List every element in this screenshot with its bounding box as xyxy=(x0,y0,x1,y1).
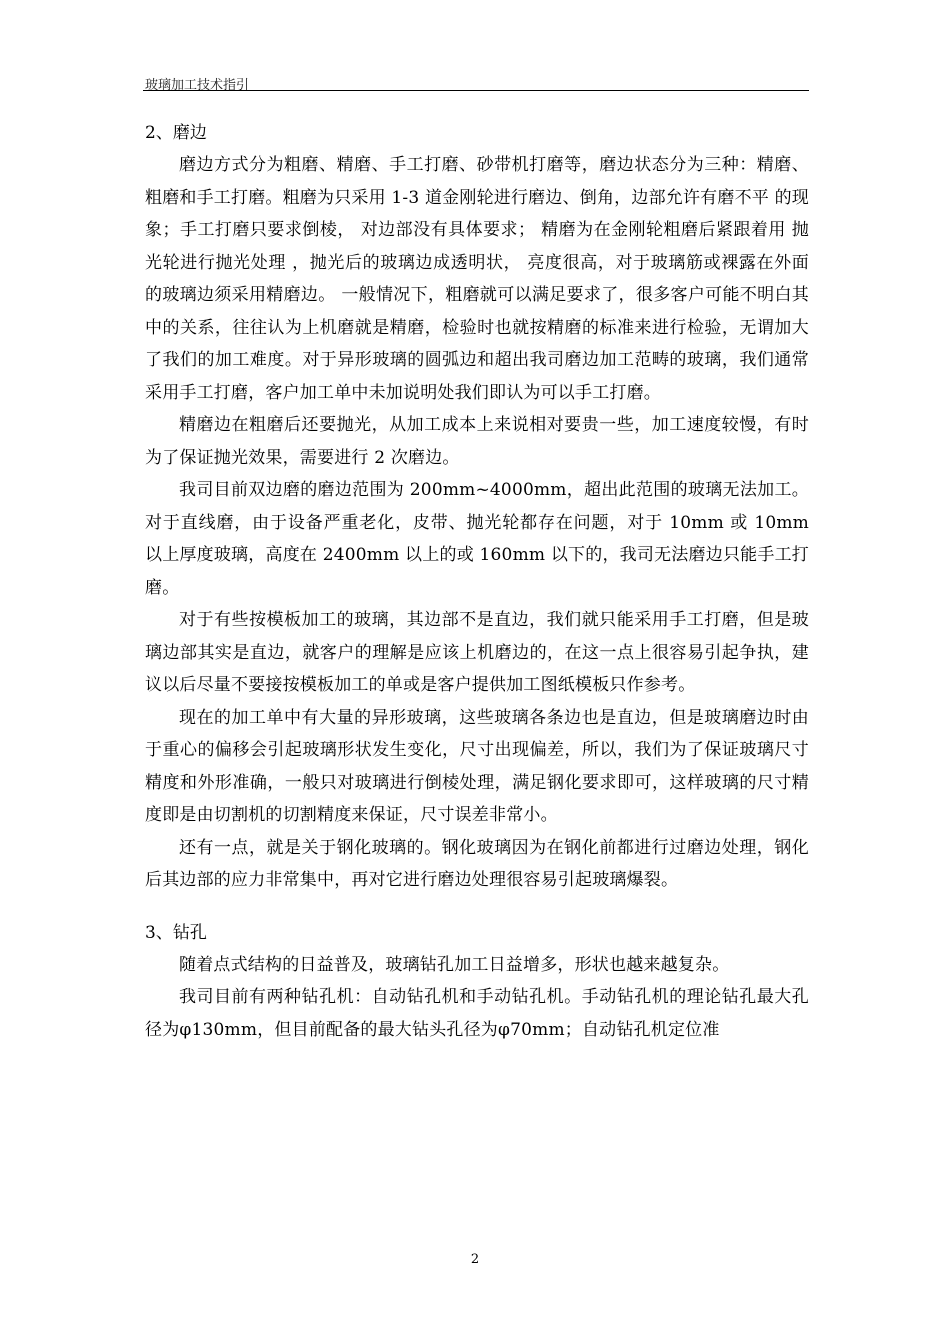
page-header xyxy=(143,70,809,91)
paragraph: 对于有些按模板加工的玻璃，其边部不是直边，我们就只能采用手工打磨，但是玻璃边部其实是直边，就客户的理解是应该上机磨边的，在这一点上很容易引起争执，建议以后尽量不要接按模板加工的单或是客户提供加工图纸模板只作参考。 xyxy=(145,610,809,695)
paragraph: 随着点式结构的日益普及，玻璃钻孔加工日益增多，形状也越来越复杂。 xyxy=(179,954,730,975)
section-heading-drilling: 3、钻孔 xyxy=(145,922,207,943)
paragraph: 我司目前有两种钻孔机：自动钻孔机和手动钻孔机。手动钻孔机的理论钻孔最大孔径为φ130mm，但目前配备的最大钻头孔径为φ70mm；自动钻孔机定位准 xyxy=(145,987,809,1040)
page-number: 2 xyxy=(470,1252,480,1267)
header-title: 玻璃加工技术指引 xyxy=(145,78,250,93)
section-spacer xyxy=(145,897,809,917)
paragraph: 我司目前双边磨的磨边范围为 200mm~4000mm，超出此范围的玻璃无法加工。对于直线磨，由于设备严重老化，皮带、抛光轮都存在问题，对于 10mm 或 10mm 以上厚度玻璃，高度在 2400mm 以上的或 160mm 以下的，我司无法磨边只能手工打磨。 xyxy=(145,480,809,598)
section-heading-grinding: 2、磨边 xyxy=(145,123,207,143)
paragraph: 还有一点，就是关于钢化玻璃的。钢化玻璃因为在钢化前都进行过磨边处理，钢化后其边部的应力非常集中，再对它进行磨边处理很容易引起玻璃爆裂。 xyxy=(145,837,809,890)
paragraph: 精磨边在粗磨后还要抛光，从加工成本上来说相对要贵一些，加工速度较慢，有时为了保证抛光效果，需要进行 2 次磨边。 xyxy=(145,415,809,468)
document-body xyxy=(145,117,809,1046)
paragraph: 现在的加工单中有大量的异形玻璃，这些玻璃各条边也是直边，但是玻璃磨边时由于重心的偏移会引起玻璃形状发生变化，尺寸出现偏差，所以，我们为了保证玻璃尺寸精度和外形准确，一般只对玻璃进行倒棱处理，满足钢化要求即可，这样玻璃的尺寸精度即是由切割机的切割精度来保证，尺寸误差非常小。 xyxy=(145,707,809,825)
paragraph: 磨边方式分为粗磨、精磨、手工打磨、砂带机打磨等，磨边状态分为三种：精磨、粗磨和手工打磨。粗磨为只采用 1-3 道金刚轮进行磨边、倒角，边部允许有磨不平 的现象；手工打磨只要求倒棱， 对边部没有具体要求； 精磨为在金刚轮粗磨后紧跟着用 抛光轮进行抛光处理 ，抛光后的玻璃边成透明状， 亮度很高，对于玻璃筋或裸露在外面的玻璃边须采用精磨边。 一般情况下，粗磨就可以满足要求了，很多客户可能不明白其中的关系，往往认为上机磨就是精磨，检验时也就按精磨的标准来进行检验，无谓加大了我们的加工难度。对于异形玻璃的圆弧边和超出我司磨边加工范畴的玻璃，我们通常采用手工打磨，客户加工单中未加说明处我们即认为可以手工打磨。 xyxy=(145,155,809,403)
